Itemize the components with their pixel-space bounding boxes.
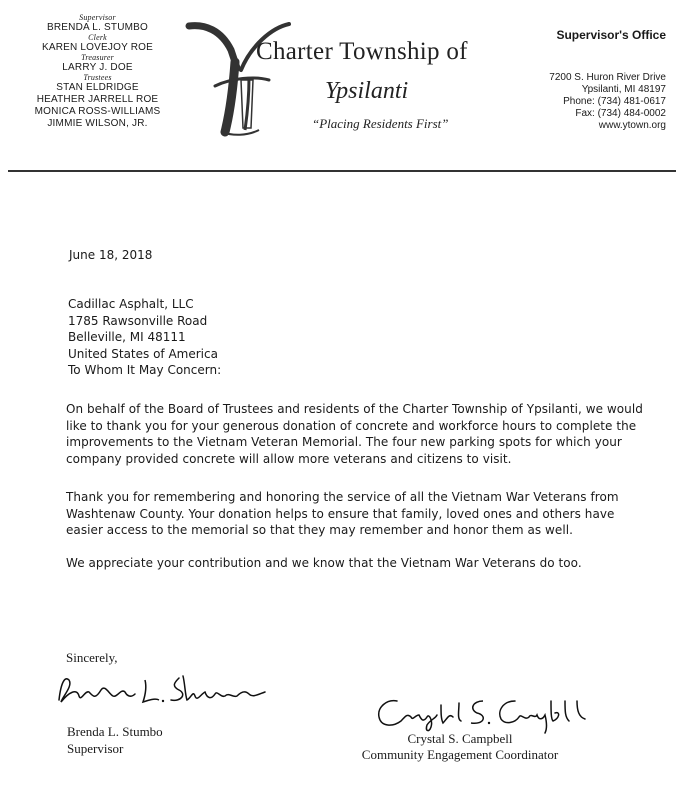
signer-2: [355, 731, 565, 763]
signer-title: Supervisor: [67, 741, 124, 756]
paragraph-1: [66, 401, 666, 467]
closing: Sincerely,: [66, 650, 118, 665]
letter-date: June 18, 2018: [69, 248, 153, 262]
paragraph-line: company provided concrete will allow more veterans and citizens to visit.: [66, 451, 512, 466]
signer-name: Brenda L. Stumbo: [67, 724, 163, 739]
recipient-line: 1785 Rawsonville Road: [68, 313, 208, 328]
signature-crystal-campbell: [375, 693, 595, 735]
recipient-line: United States of America: [68, 346, 218, 361]
officials-list: [10, 14, 185, 130]
office-fax: Fax: (734) 484-0002: [575, 108, 666, 119]
signature-brenda-stumbo: [55, 670, 275, 710]
office-website: www.ytown.org: [598, 120, 666, 131]
header-divider: [8, 170, 676, 172]
paragraph-line: We appreciate your contribution and we know that the Vietnam War Veterans do too.: [66, 556, 582, 570]
official-name: JIMMIE WILSON, JR.: [47, 118, 148, 129]
official-role: Treasurer: [81, 53, 114, 62]
paragraph-line: Thank you for remembering and honoring the service of all the Vietnam War Veterans from: [66, 490, 619, 504]
official-name: MONICA ROSS-WILLIAMS: [34, 106, 161, 117]
official-name: STAN ELDRIDGE: [56, 82, 139, 93]
office-title: Supervisor's Office: [556, 28, 666, 42]
paragraph-line: improvements to the Vietnam Veteran Memorial. The four new parking spots for which your: [66, 435, 622, 449]
official-role: Clerk: [88, 33, 107, 42]
office-contact: [549, 72, 666, 132]
paragraph-line: easier access to the memorial so that they may remember and honor them as well.: [66, 523, 573, 537]
signer-name: Crystal S. Campbell: [407, 731, 513, 746]
official-name: BRENDA L. STUMBO: [47, 22, 148, 33]
office-city: Ypsilanti, MI 48197: [581, 84, 666, 95]
township-name: Ypsilanti: [325, 78, 409, 104]
recipient-line: Belleville, MI 48111: [68, 330, 186, 344]
office-address: 7200 S. Huron River Drive: [549, 72, 666, 83]
office-phone: Phone: (734) 481-0617: [563, 96, 666, 107]
paragraph-2: [66, 489, 666, 539]
official-role: Supervisor: [79, 13, 116, 22]
paragraph-line: On behalf of the Board of Trustees and residents of the Charter Township of Ypsilanti, we would: [66, 402, 643, 416]
official-name: KAREN LOVEJOY ROE: [41, 42, 154, 53]
official-name: LARRY J. DOE: [62, 62, 133, 73]
official-name: HEATHER JARRELL ROE: [36, 94, 159, 105]
recipient-line: Cadillac Asphalt, LLC: [68, 297, 194, 311]
paragraph-3: [66, 555, 666, 572]
township-motto: “Placing Residents First”: [312, 116, 449, 131]
recipient-address: [68, 296, 221, 379]
paragraph-line: like to thank you for your generous donation of concrete and workforce hours to complete the: [66, 418, 637, 433]
paragraph-line: Washtenaw County. Your donation helps to ensure that family, loved ones and others have: [66, 506, 615, 521]
signer-title: Community Engagement Coordinator: [361, 747, 559, 762]
signer-1: [67, 724, 163, 758]
official-role: Trustees: [83, 73, 112, 82]
township-title: Charter Township of: [256, 38, 468, 65]
salutation: To Whom It May Concern:: [68, 363, 222, 377]
